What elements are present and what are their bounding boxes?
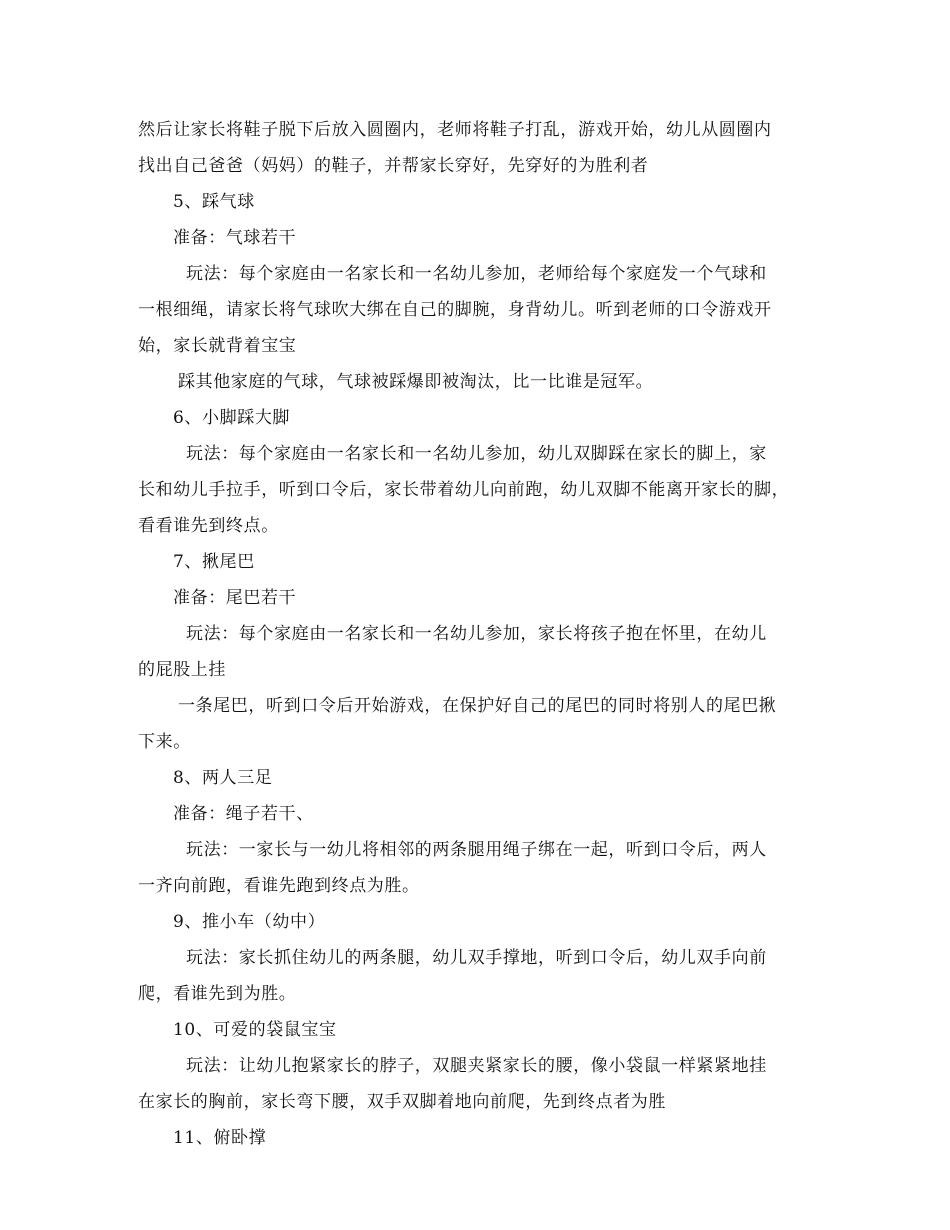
document-body bbox=[138, 112, 818, 1156]
section-heading: 8、两人三足 bbox=[173, 768, 273, 788]
text-line: 的屁股上挂 bbox=[138, 660, 226, 680]
text-line: 踩其他家庭的气球，气球被踩爆即被淘汰，比一比谁是冠军。 bbox=[178, 372, 654, 392]
text-line: 玩法：每个家庭由一名家长和一名幼儿参加，家长将孩子抱在怀里，在幼儿 bbox=[186, 624, 767, 644]
text-line: 在家长的胸前，家长弯下腰，双手双脚着地向前爬，先到终点者为胜 bbox=[138, 1092, 666, 1112]
text-line: 始，家长就背着宝宝 bbox=[138, 336, 297, 356]
text-line: 准备：绳子若干、 bbox=[173, 804, 314, 824]
text-line: 玩法：一家长与一幼儿将相邻的两条腿用绳子绑在一起，听到口令后，两人 bbox=[186, 840, 767, 860]
text-line: 找出自己爸爸（妈妈）的鞋子，并帮家长穿好，先穿好的为胜利者 bbox=[138, 156, 649, 176]
section-heading: 5、踩气球 bbox=[173, 192, 255, 212]
section-heading: 11、俯卧撑 bbox=[173, 1128, 267, 1148]
text-line: 玩法：让幼儿抱紧家长的脖子，双腿夹紧家长的腰，像小袋鼠一样紧紧地挂 bbox=[186, 1056, 767, 1076]
text-line: 看看谁先到终点。 bbox=[138, 516, 279, 536]
text-line: 准备：尾巴若干 bbox=[173, 588, 297, 608]
text-line: 准备：气球若干 bbox=[173, 228, 297, 248]
text-line: 玩法：每个家庭由一名家长和一名幼儿参加，老师给每个家庭发一个气球和 bbox=[186, 264, 767, 284]
text-line: 一条尾巴，听到口令后开始游戏，在保护好自己的尾巴的同时将别人的尾巴揪 bbox=[178, 696, 777, 716]
section-heading: 6、小脚踩大脚 bbox=[173, 408, 291, 428]
text-line: 长和幼儿手拉手，听到口令后，家长带着幼儿向前跑，幼儿双脚不能离开家长的脚， bbox=[138, 480, 790, 500]
text-line: 然后让家长将鞋子脱下后放入圆圈内，老师将鞋子打乱，游戏开始，幼儿从圆圈内 bbox=[138, 120, 772, 140]
text-line: 玩法：每个家庭由一名家长和一名幼儿参加，幼儿双脚踩在家长的脚上，家 bbox=[186, 444, 767, 464]
text-line: 一齐向前跑，看谁先跑到终点为胜。 bbox=[138, 876, 420, 896]
section-heading: 9、推小车（幼中） bbox=[173, 912, 326, 932]
text-line: 爬，看谁先到为胜。 bbox=[138, 984, 297, 1004]
text-line: 一根细绳，请家长将气球吹大绑在自己的脚腕，身背幼儿。听到老师的口令游戏开 bbox=[138, 300, 772, 320]
text-line: 下来。 bbox=[138, 732, 191, 752]
text-line: 玩法：家长抓住幼儿的两条腿，幼儿双手撑地，听到口令后，幼儿双手向前 bbox=[186, 948, 767, 968]
section-heading: 7、揪尾巴 bbox=[173, 552, 255, 572]
section-heading: 10、可爱的袋鼠宝宝 bbox=[173, 1020, 337, 1040]
